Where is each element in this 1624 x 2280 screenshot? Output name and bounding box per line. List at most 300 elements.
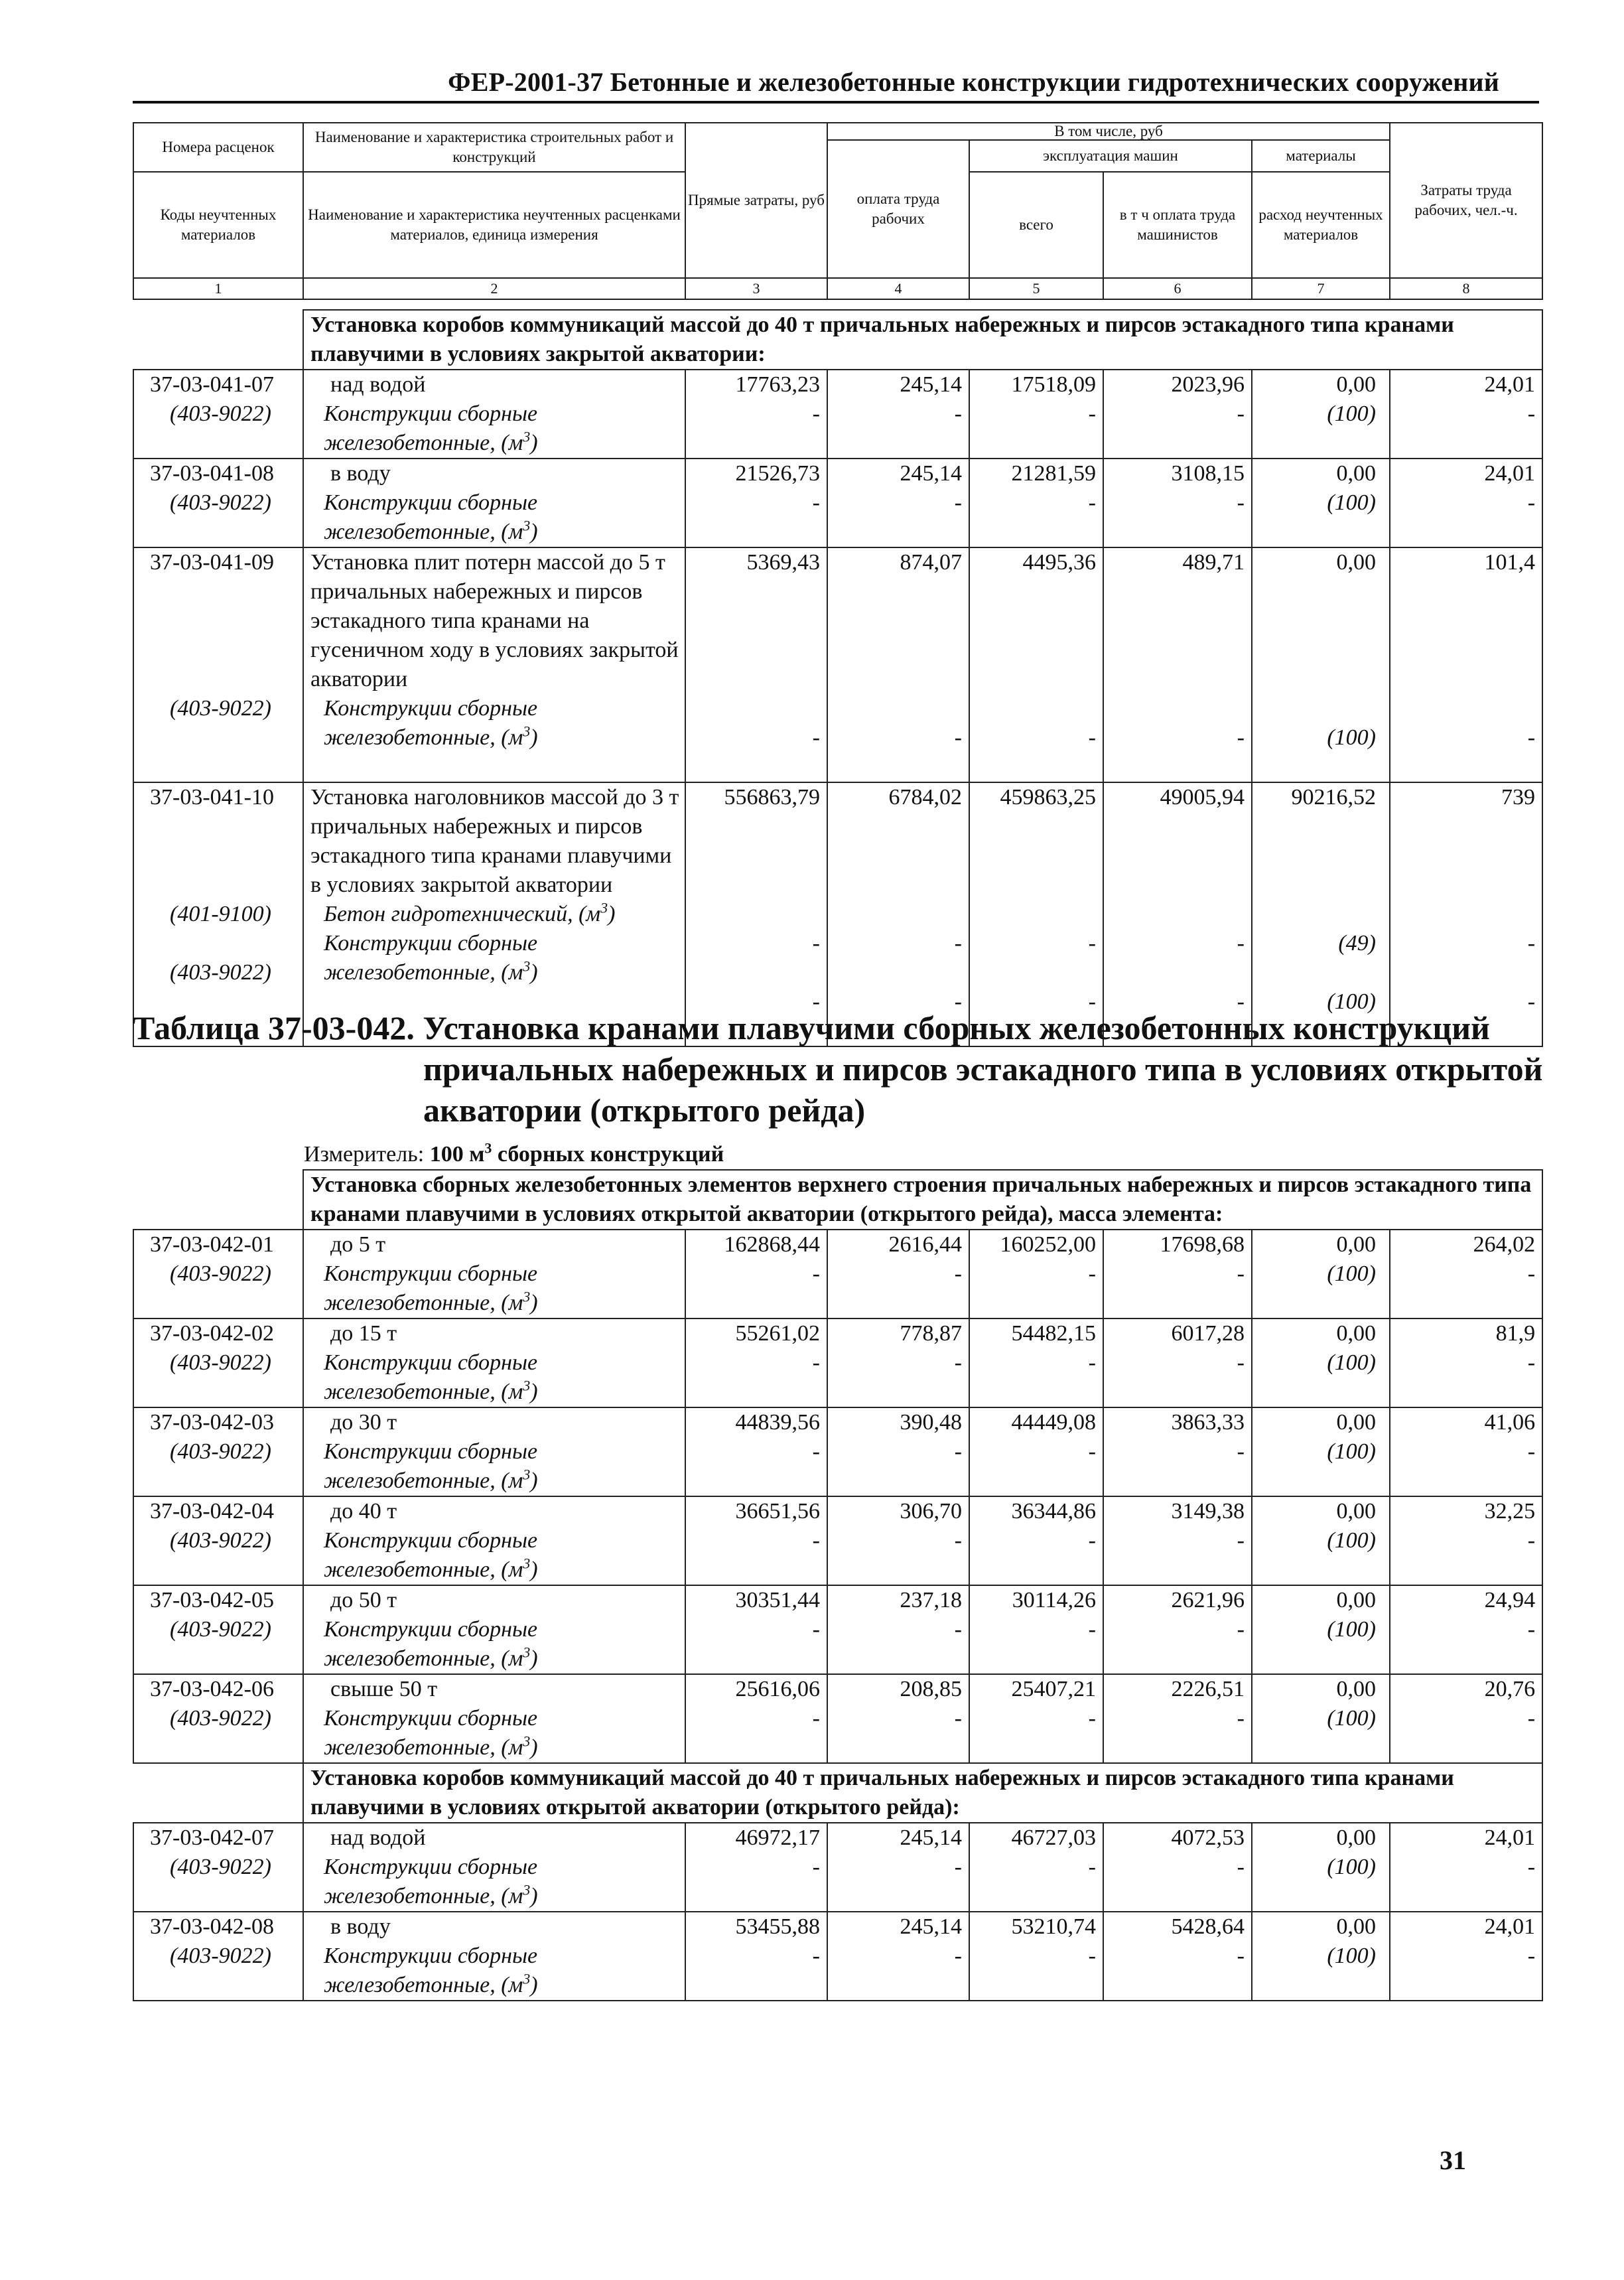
mach-labor-cell bbox=[1103, 547, 1252, 782]
mach-labor-cell bbox=[1103, 1496, 1252, 1585]
hours-cell bbox=[1390, 459, 1542, 547]
name-cell bbox=[303, 459, 685, 547]
value-mach: 46727,03 bbox=[1011, 1825, 1096, 1850]
col-number: 2 bbox=[303, 278, 685, 299]
value-mach_labor: 2226,51 bbox=[1171, 1677, 1245, 1701]
mach-labor-cell bbox=[1103, 1912, 1252, 2001]
material-name: Конструкции сборные железобетонные, $(м^3)$ bbox=[324, 1855, 538, 1908]
rate-name: до 5 т bbox=[330, 1232, 386, 1257]
rate-name: свыше 50 т bbox=[330, 1677, 438, 1701]
value-labor: 306,70 bbox=[900, 1499, 962, 1524]
direct-cell bbox=[685, 1674, 827, 1763]
mach-cell bbox=[969, 459, 1103, 547]
col-number: 1 bbox=[133, 278, 303, 299]
name-cell bbox=[303, 1230, 685, 1318]
value-mat: 0,00 bbox=[1336, 1321, 1376, 1346]
value-direct: 162868,44 bbox=[724, 1232, 820, 1257]
materials-cell bbox=[1252, 1823, 1390, 1912]
hours-cell bbox=[1390, 1230, 1542, 1318]
value-mach_labor: 489,71 bbox=[1182, 550, 1245, 575]
hours-cell bbox=[1390, 370, 1542, 459]
material-qty: (100) bbox=[1327, 1350, 1376, 1375]
direct-cell bbox=[685, 1912, 827, 2001]
col-number: 3 bbox=[685, 278, 827, 299]
dash: - bbox=[1527, 1439, 1536, 1464]
material-qty: (100) bbox=[1327, 401, 1376, 426]
material-qty: (100) bbox=[1327, 1706, 1376, 1731]
value-labor: 778,87 bbox=[900, 1321, 962, 1346]
code-cell bbox=[133, 370, 303, 459]
value-mach_labor: 3863,33 bbox=[1171, 1410, 1245, 1435]
dash: - bbox=[1088, 401, 1096, 426]
rate-name: до 15 т bbox=[330, 1321, 397, 1346]
material-name: Конструкции сборные железобетонные, $(м^3)$ bbox=[324, 1528, 538, 1582]
dash: - bbox=[1527, 1617, 1536, 1642]
code-cell bbox=[133, 1674, 303, 1763]
material-qty: (100) bbox=[1327, 989, 1376, 1014]
direct-cell bbox=[685, 1407, 827, 1496]
material-qty: (100) bbox=[1327, 1855, 1376, 1879]
mach-cell bbox=[969, 1823, 1103, 1912]
dash: - bbox=[1088, 1706, 1096, 1731]
value-mach: 17518,09 bbox=[1011, 372, 1096, 397]
material-qty: (100) bbox=[1327, 725, 1376, 750]
table-row bbox=[133, 1674, 1542, 1763]
dash: - bbox=[954, 401, 962, 426]
material-code: (403-9022) bbox=[170, 1350, 271, 1375]
value-mach: 25407,21 bbox=[1011, 1677, 1096, 1701]
dash: - bbox=[812, 989, 820, 1014]
group-spacer bbox=[133, 310, 303, 370]
value-mach_labor: 2023,96 bbox=[1171, 372, 1245, 397]
material-qty: (100) bbox=[1327, 1261, 1376, 1286]
labor-cell bbox=[827, 370, 969, 459]
material-code: (403-9022) bbox=[170, 1617, 271, 1642]
value-mach: 36344,86 bbox=[1011, 1499, 1096, 1524]
hours-cell bbox=[1390, 1674, 1542, 1763]
mach-labor-cell bbox=[1103, 370, 1252, 459]
value-mach: 459863,25 bbox=[1000, 785, 1096, 810]
value-direct: 25616,06 bbox=[735, 1677, 820, 1701]
material-name: Бетон гидротехнический, $(м^3)$ bbox=[324, 899, 616, 926]
mach-cell bbox=[969, 1496, 1103, 1585]
hours-cell bbox=[1390, 547, 1542, 782]
value-labor: 237,18 bbox=[900, 1588, 962, 1612]
rate-name: над водой bbox=[330, 372, 426, 397]
material-code: (403-9022) bbox=[170, 1439, 271, 1464]
rates-table-041 bbox=[133, 309, 1543, 1047]
value-hours: 24,01 bbox=[1484, 372, 1536, 397]
hours-cell bbox=[1390, 1496, 1542, 1585]
dash: - bbox=[1088, 1439, 1096, 1464]
table-title-line1: Таблица 37-03-042. Установка кранами плавучими сборных железобетонных конструкций bbox=[133, 1009, 1490, 1046]
table-title-line2: причальных набережных и пирсов эстакадного типа в условиях открытой акватории (открытого рейда) bbox=[423, 1050, 1543, 1129]
rate-name: Установка плит потерн массой до 5 т причальных набережных и пирсов эстакадного типа кранами на гусеничном ходу в условиях закрытой акватории bbox=[310, 550, 679, 691]
name-cell bbox=[303, 1407, 685, 1496]
rate-name: в воду bbox=[330, 461, 391, 486]
materials-cell bbox=[1252, 1318, 1390, 1407]
dash: - bbox=[1088, 1855, 1096, 1879]
material-qty: (49) bbox=[1338, 931, 1376, 956]
direct-cell bbox=[685, 1585, 827, 1674]
hours-cell bbox=[1390, 1912, 1542, 2001]
direct-cell bbox=[685, 1823, 827, 1912]
material-code: (403-9022) bbox=[170, 1261, 271, 1286]
table-row bbox=[133, 1407, 1542, 1496]
col7-header: расход неучтенных материалов bbox=[1252, 172, 1390, 278]
material-name: Конструкции сборные железобетонные, $(м^3)$ bbox=[324, 1706, 538, 1760]
dash: - bbox=[812, 490, 820, 515]
col-number: 7 bbox=[1252, 278, 1390, 299]
mach-labor-cell bbox=[1103, 1823, 1252, 1912]
dash: - bbox=[1527, 1706, 1536, 1731]
dash: - bbox=[1237, 1350, 1245, 1375]
running-header bbox=[133, 64, 1539, 104]
col-number: 6 bbox=[1103, 278, 1252, 299]
name-cell bbox=[303, 1585, 685, 1674]
rate-code: 37-03-042-03 bbox=[150, 1410, 274, 1435]
rate-name: до 40 т bbox=[330, 1499, 397, 1524]
table-row bbox=[133, 1585, 1542, 1674]
value-direct: 556863,79 bbox=[724, 785, 820, 810]
rate-code: 37-03-041-07 bbox=[150, 372, 274, 397]
mach-labor-cell bbox=[1103, 1407, 1252, 1496]
dash: - bbox=[1237, 1944, 1245, 1968]
material-name: Конструкции сборные железобетонные, $(м^3)$ bbox=[324, 1350, 538, 1404]
col4-header: оплата труда рабочих bbox=[827, 140, 969, 278]
value-mach: 54482,15 bbox=[1011, 1321, 1096, 1346]
dash: - bbox=[1237, 989, 1245, 1014]
name-cell bbox=[303, 1912, 685, 2001]
labor-cell bbox=[827, 1407, 969, 1496]
mach-cell bbox=[969, 1318, 1103, 1407]
value-direct: 17763,23 bbox=[735, 372, 820, 397]
materials-cell bbox=[1252, 370, 1390, 459]
dash: - bbox=[812, 725, 820, 750]
labor-cell bbox=[827, 459, 969, 547]
code-cell bbox=[133, 1823, 303, 1912]
col-number: 5 bbox=[969, 278, 1103, 299]
value-hours: 81,9 bbox=[1495, 1321, 1536, 1346]
code-cell bbox=[133, 1912, 303, 2001]
dash: - bbox=[954, 931, 962, 956]
materials-cell bbox=[1252, 1912, 1390, 2001]
dash: - bbox=[954, 1855, 962, 1879]
dash: - bbox=[1088, 931, 1096, 956]
col1-header-top: Номера расценок bbox=[133, 123, 303, 172]
name-cell bbox=[303, 1674, 685, 1763]
value-direct: 36651,56 bbox=[735, 1499, 820, 1524]
dash: - bbox=[812, 1261, 820, 1286]
value-mach_labor: 4072,53 bbox=[1171, 1825, 1245, 1850]
direct-cell bbox=[685, 1496, 827, 1585]
rate-name: до 30 т bbox=[330, 1410, 397, 1435]
rate-name: Установка наголовников массой до 3 т причальных набережных и пирсов эстакадного типа кранами плавучими в условиях закрытой акватории bbox=[310, 785, 679, 897]
materials-cell bbox=[1252, 1674, 1390, 1763]
group-spacer bbox=[133, 1763, 303, 1823]
mach-labor-cell bbox=[1103, 1230, 1252, 1318]
labor-cell bbox=[827, 547, 969, 782]
dash: - bbox=[812, 1439, 820, 1464]
value-direct: 44839,56 bbox=[735, 1410, 820, 1435]
value-mach_labor: 3149,38 bbox=[1171, 1499, 1245, 1524]
value-hours: 24,01 bbox=[1484, 1914, 1536, 1939]
code-cell bbox=[133, 547, 303, 782]
rate-name: в воду bbox=[330, 1914, 391, 1939]
value-direct: 21526,73 bbox=[735, 461, 820, 486]
dash: - bbox=[1237, 1261, 1245, 1286]
materials-cell bbox=[1252, 1585, 1390, 1674]
name-cell bbox=[303, 1496, 685, 1585]
mach-cell bbox=[969, 1585, 1103, 1674]
value-mat: 90216,52 bbox=[1291, 785, 1376, 810]
materials-cell bbox=[1252, 547, 1390, 782]
mach-cell bbox=[969, 547, 1103, 782]
dash: - bbox=[812, 1617, 820, 1642]
value-mat: 0,00 bbox=[1336, 1232, 1376, 1257]
value-hours: 101,4 bbox=[1484, 550, 1536, 575]
column-header-table bbox=[133, 122, 1543, 300]
dash: - bbox=[1237, 725, 1245, 750]
dash: - bbox=[954, 1617, 962, 1642]
value-direct: 30351,44 bbox=[735, 1588, 820, 1612]
labor-cell bbox=[827, 1230, 969, 1318]
material-name: Конструкции сборные железобетонные, $(м^3)$ bbox=[324, 931, 538, 985]
rate-code: 37-03-042-04 bbox=[150, 1499, 274, 1524]
value-mat: 0,00 bbox=[1336, 1499, 1376, 1524]
code-cell bbox=[133, 1496, 303, 1585]
group-spacer bbox=[133, 1170, 303, 1230]
value-direct: 55261,02 bbox=[735, 1321, 820, 1346]
dash: - bbox=[1088, 725, 1096, 750]
value-mach_labor: 5428,64 bbox=[1171, 1914, 1245, 1939]
dash: - bbox=[812, 1706, 820, 1731]
table-row bbox=[133, 1230, 1542, 1318]
table-row bbox=[133, 1823, 1542, 1912]
rate-code: 37-03-042-05 bbox=[150, 1588, 274, 1612]
value-labor: 2616,44 bbox=[888, 1232, 962, 1257]
value-labor: 874,07 bbox=[900, 550, 962, 575]
dash: - bbox=[954, 1261, 962, 1286]
rate-code: 37-03-042-07 bbox=[150, 1825, 274, 1850]
materials-cell bbox=[1252, 1230, 1390, 1318]
dash: - bbox=[1088, 1350, 1096, 1375]
dash: - bbox=[1237, 1617, 1245, 1642]
measure-unit bbox=[304, 1140, 724, 1169]
dash: - bbox=[1527, 1528, 1536, 1553]
value-mach: 44449,08 bbox=[1011, 1410, 1096, 1435]
dash: - bbox=[1237, 1528, 1245, 1553]
dash: - bbox=[954, 1350, 962, 1375]
code-cell bbox=[133, 1585, 303, 1674]
dash: - bbox=[1088, 989, 1096, 1014]
material-code: (403-9022) bbox=[170, 1528, 271, 1553]
value-hours: 41,06 bbox=[1484, 1410, 1536, 1435]
value-hours: 24,01 bbox=[1484, 461, 1536, 486]
table-row bbox=[133, 1912, 1542, 2001]
dash: - bbox=[1088, 490, 1096, 515]
group-heading: Установка коробов коммуникаций массой до 40 т причальных набережных и пирсов эстакадного типа кранами плавучими в условиях закрытой акватории: bbox=[303, 310, 1542, 370]
value-labor: 245,14 bbox=[900, 1825, 962, 1850]
value-labor: 208,85 bbox=[900, 1677, 962, 1701]
material-qty: (100) bbox=[1327, 1528, 1376, 1553]
page-number: 31 bbox=[1440, 2145, 1466, 2175]
mach-cell bbox=[969, 1230, 1103, 1318]
mach-labor-cell bbox=[1103, 1674, 1252, 1763]
material-name: Конструкции сборные железобетонные, $(м^3)$ bbox=[324, 1261, 538, 1315]
value-mach_labor: 49005,94 bbox=[1160, 785, 1245, 810]
measure-label: Измеритель: bbox=[304, 1142, 430, 1167]
name-cell bbox=[303, 1823, 685, 1912]
value-mach: 30114,26 bbox=[1012, 1588, 1096, 1612]
rate-code: 37-03-042-08 bbox=[150, 1914, 274, 1939]
dash: - bbox=[954, 989, 962, 1014]
dash: - bbox=[812, 401, 820, 426]
direct-cell bbox=[685, 547, 827, 782]
dash: - bbox=[954, 1706, 962, 1731]
material-code: (403-9022) bbox=[170, 960, 271, 985]
hours-cell bbox=[1390, 1823, 1542, 1912]
value-mat: 0,00 bbox=[1336, 372, 1376, 397]
value-mat: 0,00 bbox=[1336, 1588, 1376, 1612]
dash: - bbox=[1527, 401, 1536, 426]
labor-cell bbox=[827, 1496, 969, 1585]
group-heading: Установка коробов коммуникаций массой до 40 т причальных набережных и пирсов эстакадного типа кранами плавучими в условиях открытой акватории (открытого рейда): bbox=[303, 1763, 1542, 1823]
dash: - bbox=[1088, 1617, 1096, 1642]
dash: - bbox=[954, 490, 962, 515]
value-mach: 21281,59 bbox=[1011, 461, 1096, 486]
value-direct: 5369,43 bbox=[746, 550, 820, 575]
value-labor: 390,48 bbox=[900, 1410, 962, 1435]
value-labor: 6784,02 bbox=[888, 785, 962, 810]
dash: - bbox=[1088, 1944, 1096, 1968]
code-cell bbox=[133, 1230, 303, 1318]
value-mach: 160252,00 bbox=[1000, 1232, 1096, 1257]
name-cell bbox=[303, 547, 685, 782]
dash: - bbox=[812, 1944, 820, 1968]
col2-header-bottom: Наименование и характеристика неучтенных расценками материалов, единица измерения bbox=[303, 172, 685, 278]
material-qty: (100) bbox=[1327, 1944, 1376, 1968]
dash: - bbox=[1237, 401, 1245, 426]
value-mat: 0,00 bbox=[1336, 461, 1376, 486]
dash: - bbox=[954, 1528, 962, 1553]
dash: - bbox=[812, 1528, 820, 1553]
measure-value: 100 $м^3$ сборных конструкций bbox=[429, 1139, 724, 1167]
col1-header-bottom: Коды неучтенных материалов bbox=[133, 172, 303, 278]
table-37-03-042-title bbox=[133, 1007, 1559, 1131]
material-code: (403-9022) bbox=[170, 401, 271, 426]
labor-cell bbox=[827, 1912, 969, 2001]
value-mat: 0,00 bbox=[1336, 1410, 1376, 1435]
material-code: (403-9022) bbox=[170, 1944, 271, 1968]
labor-cell bbox=[827, 1318, 969, 1407]
material-name: Конструкции сборные железобетонные, $(м^3)$ bbox=[324, 401, 538, 455]
value-labor: 245,14 bbox=[900, 372, 962, 397]
col-number: 4 bbox=[827, 278, 969, 299]
table-row bbox=[133, 459, 1542, 547]
dash: - bbox=[1527, 1261, 1536, 1286]
name-cell bbox=[303, 1318, 685, 1407]
mach-cell bbox=[969, 1407, 1103, 1496]
value-mach_labor: 17698,68 bbox=[1160, 1232, 1245, 1257]
rate-code: 37-03-042-06 bbox=[150, 1677, 274, 1701]
material-name: Конструкции сборные железобетонные, $(м^3)$ bbox=[324, 696, 538, 750]
dash: - bbox=[954, 1439, 962, 1464]
direct-cell bbox=[685, 370, 827, 459]
dash: - bbox=[1088, 1261, 1096, 1286]
material-code: (403-9022) bbox=[170, 1706, 271, 1731]
rate-code: 37-03-042-02 bbox=[150, 1321, 274, 1346]
hours-cell bbox=[1390, 1585, 1542, 1674]
material-name: Конструкции сборные железобетонные, $(м^3)$ bbox=[324, 1617, 538, 1671]
dash: - bbox=[1237, 931, 1245, 956]
col5-header: всего bbox=[969, 172, 1103, 278]
code-cell bbox=[133, 1318, 303, 1407]
table-row bbox=[133, 1496, 1542, 1585]
material-qty: (100) bbox=[1327, 490, 1376, 515]
dash: - bbox=[1527, 989, 1536, 1014]
material-qty: (100) bbox=[1327, 1617, 1376, 1642]
code-cell bbox=[133, 459, 303, 547]
material-code: (403-9022) bbox=[170, 696, 271, 721]
dash: - bbox=[812, 1855, 820, 1879]
dash: - bbox=[1527, 490, 1536, 515]
direct-cell bbox=[685, 459, 827, 547]
table-row bbox=[133, 1318, 1542, 1407]
value-hours: 24,01 bbox=[1484, 1825, 1536, 1850]
running-header-title: ФЕР-2001-37 Бетонные и железобетонные конструкции гидротехнических сооружений bbox=[448, 67, 1499, 97]
mach-labor-cell bbox=[1103, 1318, 1252, 1407]
value-hours: 32,25 bbox=[1484, 1499, 1536, 1524]
dash: - bbox=[1237, 1855, 1245, 1879]
materials-cell bbox=[1252, 459, 1390, 547]
value-direct: 53455,88 bbox=[735, 1914, 820, 1939]
value-mach: 53210,74 bbox=[1011, 1914, 1096, 1939]
table-row bbox=[133, 370, 1542, 459]
dash: - bbox=[954, 725, 962, 750]
dash: - bbox=[1527, 931, 1536, 956]
rate-code: 37-03-042-01 bbox=[150, 1232, 274, 1257]
rate-code: 37-03-041-08 bbox=[150, 461, 274, 486]
dash: - bbox=[1237, 1706, 1245, 1731]
mach-labor-cell bbox=[1103, 1585, 1252, 1674]
material-code: (403-9022) bbox=[170, 1855, 271, 1879]
dash: - bbox=[812, 1350, 820, 1375]
value-mach_labor: 3108,15 bbox=[1171, 461, 1245, 486]
code-cell bbox=[133, 1407, 303, 1496]
group-heading: Установка сборных железобетонных элементов верхнего строения причальных набережных и пирсов эстакадного типа кранами плавучими в условиях открытой акватории (открытого рейда), масса элемента: bbox=[303, 1170, 1542, 1230]
value-labor: 245,14 bbox=[900, 461, 962, 486]
value-hours: 739 bbox=[1501, 785, 1536, 810]
value-hours: 20,76 bbox=[1484, 1677, 1536, 1701]
dash: - bbox=[1527, 1350, 1536, 1375]
incl-header: В том числе, руб bbox=[827, 123, 1390, 140]
value-mach_labor: 6017,28 bbox=[1171, 1321, 1245, 1346]
direct-cell bbox=[685, 1318, 827, 1407]
hours-cell bbox=[1390, 1407, 1542, 1496]
rate-code: 37-03-041-10 bbox=[150, 785, 274, 810]
mach-cell bbox=[969, 1674, 1103, 1763]
materials-header: материалы bbox=[1252, 140, 1390, 172]
materials-cell bbox=[1252, 1496, 1390, 1585]
value-mach: 4495,36 bbox=[1022, 550, 1096, 575]
value-direct: 46972,17 bbox=[735, 1825, 820, 1850]
col8-header: Затраты труда рабочих, чел.-ч. bbox=[1390, 123, 1542, 278]
rate-name: над водой bbox=[330, 1825, 426, 1850]
value-mach_labor: 2621,96 bbox=[1171, 1588, 1245, 1612]
material-code: (403-9022) bbox=[170, 490, 271, 515]
material-name: Конструкции сборные железобетонные, $(м^3)$ bbox=[324, 1439, 538, 1493]
